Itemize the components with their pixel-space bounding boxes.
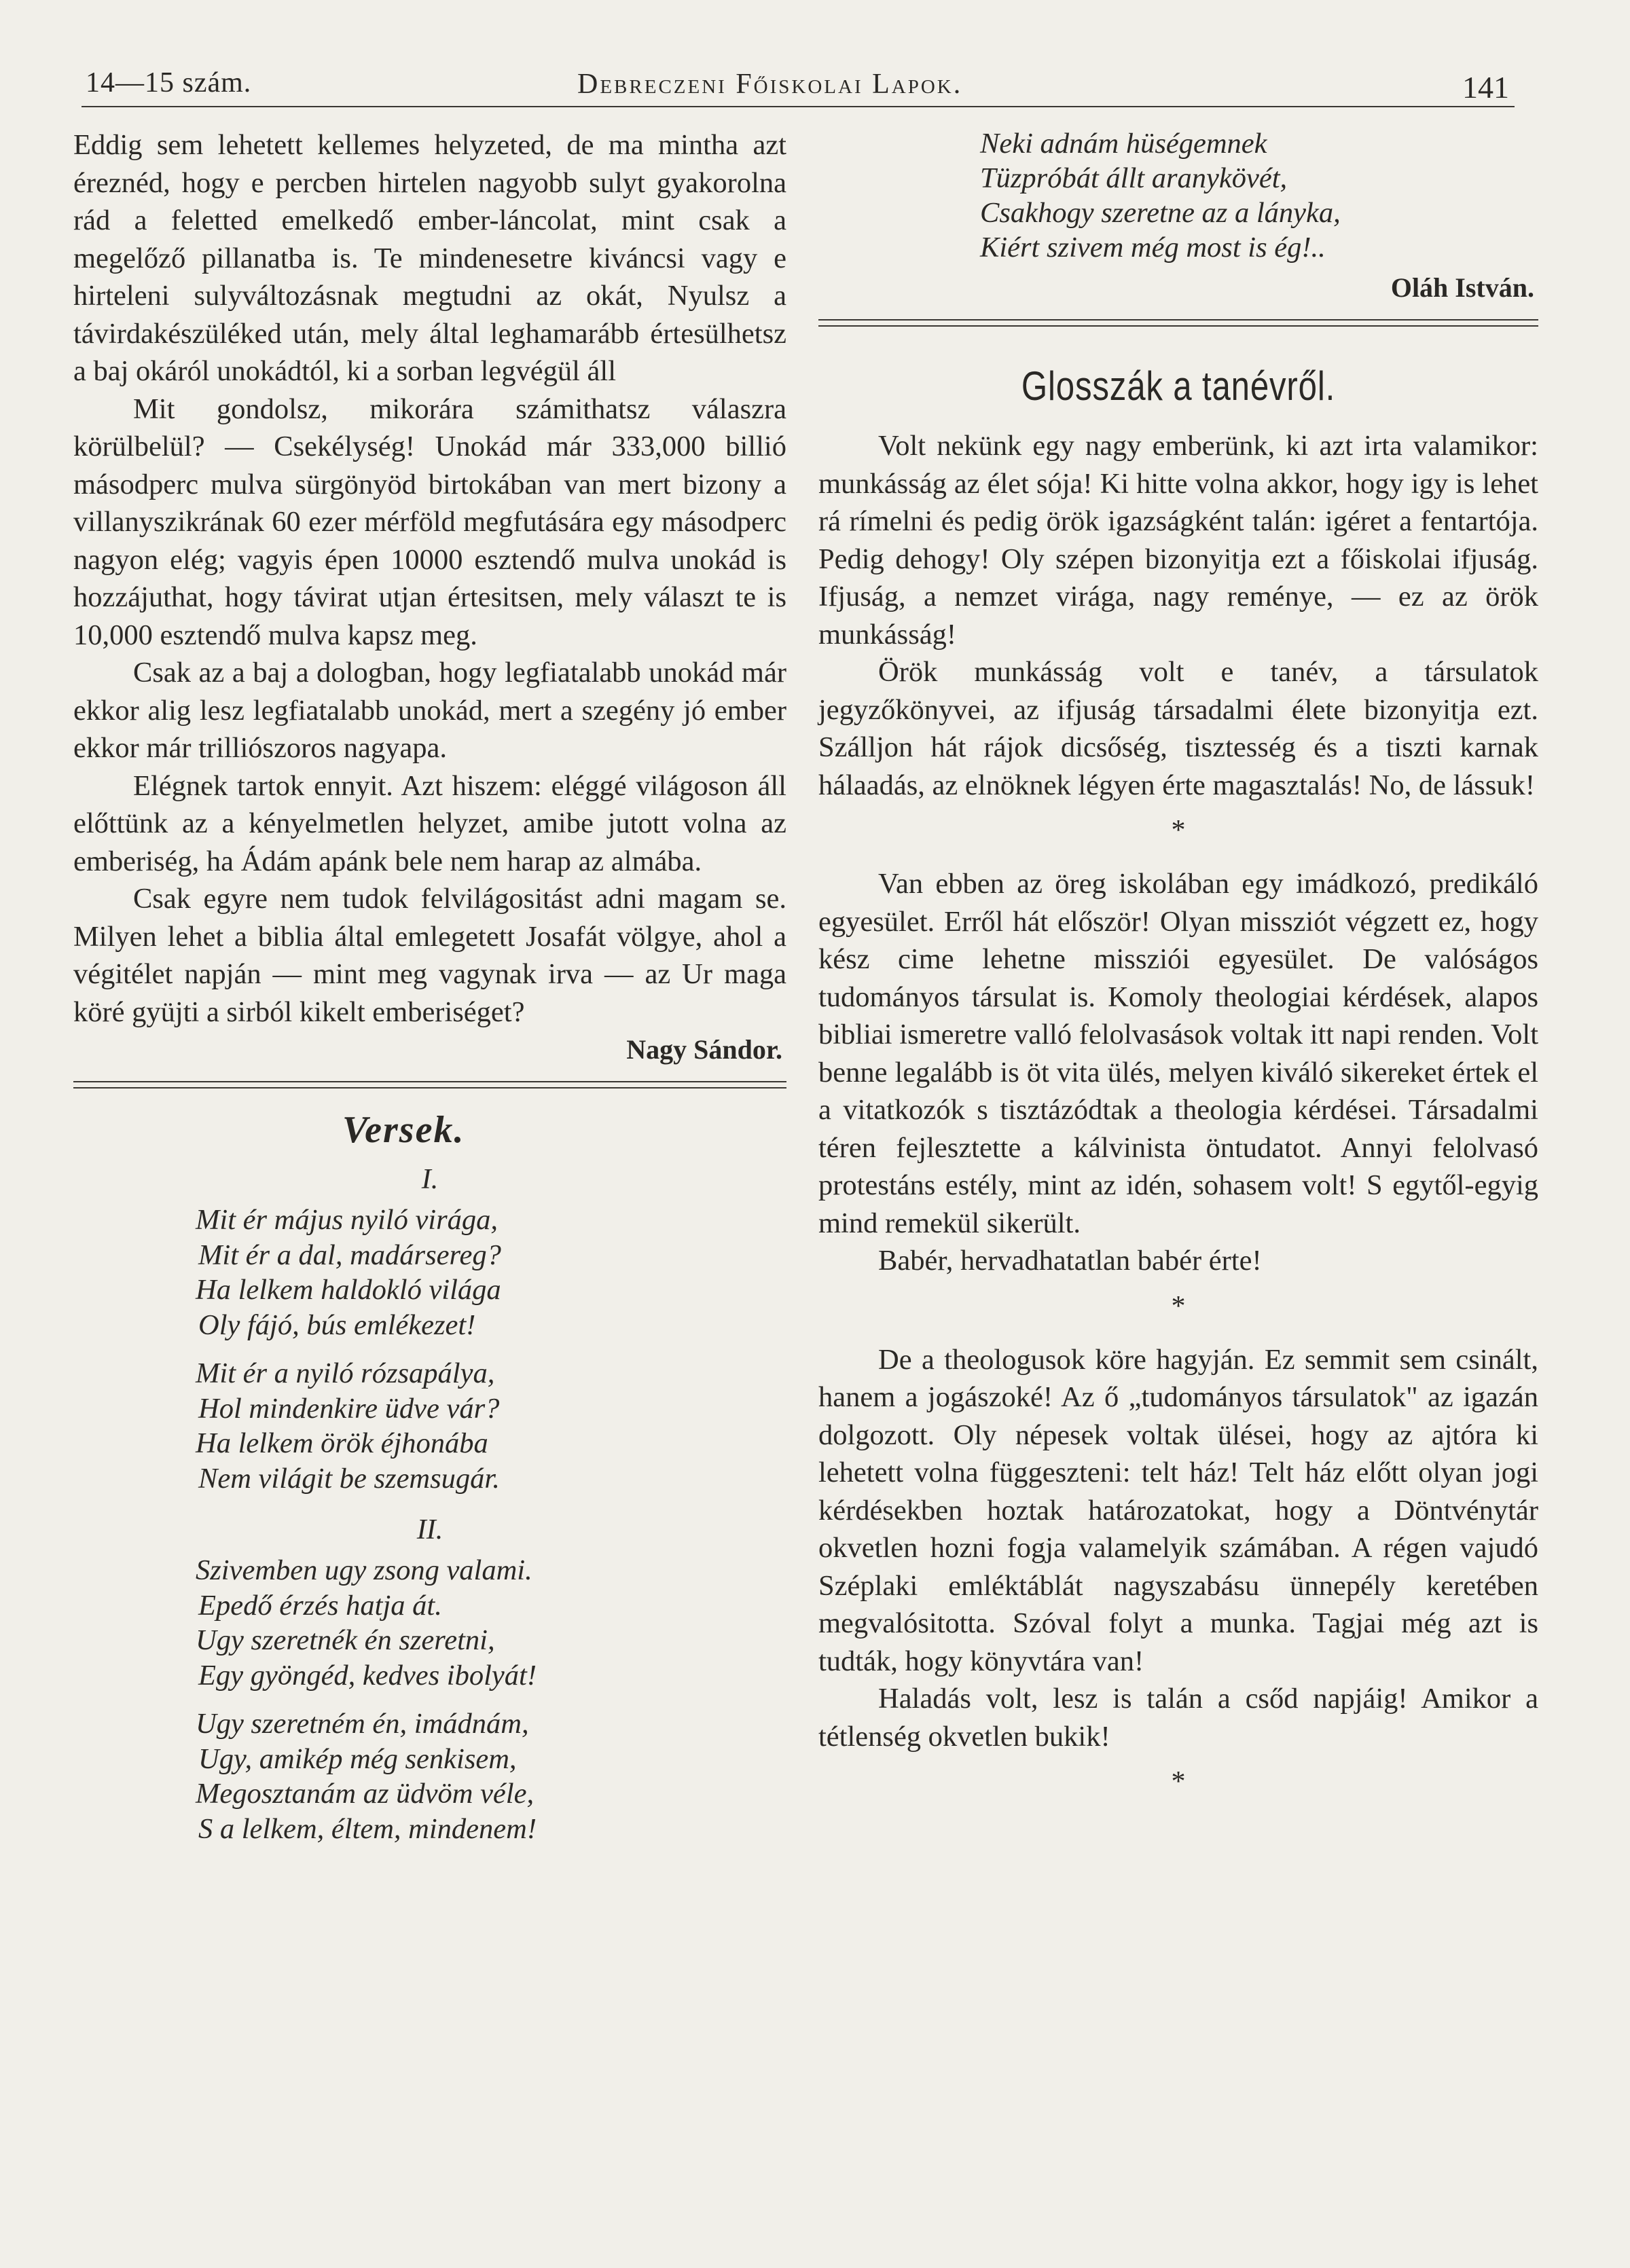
verse-line: Hol mindenkire üdve vár? (198, 1392, 500, 1425)
verse-line: S a lelkem, éltem, mindenem! (198, 1812, 537, 1845)
right-column (818, 126, 1538, 1816)
poem-number: I. (421, 1164, 439, 1195)
poem-stanza (196, 1356, 786, 1496)
paragraph: Volt nekünk egy nagy emberünk, ki azt irta valamikor: munkásság az élet sója! Ki hitte volna akkor, hogy igy is lehet rá rímelni és pedig örök igazságként talán: igéret a fentartója. Pedig dehogy! Oly szépen bizonyitja ezt a főiskolai ifjuság. Ifjuság, a nemzet virága, nagy reménye, — ez az örök munkásság! (818, 430, 1538, 651)
verse-line: Megosztanám az üdvöm véle, (196, 1778, 535, 1810)
paragraph: Haladás volt, lesz is talán a csőd napjáig! Amikor a tétlenség okvetlen bukik! (818, 1683, 1538, 1753)
paragraph: Babér, hervadhatatlan babér érte! (878, 1245, 1262, 1277)
poems-title: Versek. (342, 1109, 465, 1151)
verse-line: Kiért szivem még most is ég!.. (980, 232, 1326, 263)
verse-line: Oly fájó, bús emlékezet! (198, 1309, 476, 1341)
poem-stanza (196, 1553, 786, 1693)
verse-line: Epedő érzés hatja át. (198, 1589, 442, 1622)
verse-line: Nem világit be szemsugár. (198, 1462, 500, 1495)
poem-stanza (980, 126, 1538, 265)
poem-stanza (196, 1203, 786, 1342)
section-separator: * (1171, 815, 1186, 846)
journal-title: Debreczeni Főiskolai Lapok. (577, 69, 963, 100)
page-number: 141 (1462, 70, 1509, 105)
paragraph: Örök munkásság volt e tanév, a társulatok jegyzőkönyvei, az ifjuság társadalmi élete bizonyitja ezt. Szálljon hát rájok dicsőség, tisztesség és a tiszti karnak hálaadás, az elnöknek légyen érte magasztalás! No, de lássuk! (818, 656, 1538, 801)
paragraph: Csak az a baj a dologban, hogy legfiatalabb unokád már ekkor alig lesz legfiatalabb unokád, mert a szegény jó ember ekkor már trilliószoros nagyapa. (73, 657, 786, 764)
paragraph: Eddig sem lehetett kellemes helyzeted, de ma mintha azt éreznéd, hogy e percben hirtelen nagyobb sulyt gyakorolna rád a feletted emelkedő ember-láncolat, mint csak a megelőző pillanatba is. Te mindenesetre kiváncsi vagy e hirteleni sulyváltozásnak megtudni az okát, Nyulsz a távirdakészüléked után, mely által leghamarább értesülhetsz a baj okáról unokádtól, ki a sorban legvégül áll (73, 129, 786, 387)
verse-line: Szivemben ugy zsong valami. (196, 1554, 532, 1586)
verse-line: Csakhogy szeretne az a lányka, (980, 197, 1341, 229)
verse-line: Ha lelkem haldokló világa (196, 1274, 501, 1306)
issue-number: 14—15 szám. (86, 67, 252, 98)
poem-stanza (196, 1706, 786, 1846)
verse-line: Ha lelkem örök éjhonába (196, 1427, 488, 1459)
left-column (73, 126, 786, 1860)
paragraph: Elégnek tartok ennyit. Azt hiszem: eléggé világoson áll előttünk az a kényelmetlen helyzet, amibe jutott volna az emberiség, ha Ádám apánk bele nem harap az almába. (73, 769, 786, 877)
verse-line: Mit ér a dal, madársereg? (198, 1239, 501, 1271)
verse-line: Ugy szeretném én, imádnám, (196, 1708, 529, 1740)
verse-line: Egy gyöngéd, kedves ibolyát! (198, 1659, 537, 1691)
paragraph: Mit gondolsz, mikorára számithatsz válaszra körülbelül? — Csekélység! Unokád már 333,000 billió másodperc mulva sürgönyöd birtokában van mert bizony a villanyszikrának 60 ezer mérföld megfutására egy másodperc nagyon elég; vagyis épen 10000 esztendő mulva unokád is hozzájuthat, hogy távirat utjan értesitsen, mely választ te is 10,000 esztendő mulva kapsz meg. (73, 392, 786, 651)
verse-line: Tüzpróbát állt aranykövét, (980, 162, 1288, 194)
verse-line: Neki adnám hüségemnek (980, 128, 1267, 160)
verse-line: Ugy, amikép még senkisem, (198, 1742, 517, 1775)
section-divider (818, 319, 1538, 327)
page-header (82, 62, 1515, 110)
paragraph: Csak egyre nem tudok felvilágositást adni magam se. Milyen lehet a biblia által emlegetett Josafát völgye, ahol a végitélet napján — mint meg vagynak irva — az Ur maga köré gyüjti a sirból kikelt emberiséget? (73, 883, 786, 1028)
verse-line: Ugy szeretnék én szeretni, (196, 1624, 495, 1656)
verse-line: Mit ér a nyiló rózsapálya, (196, 1357, 495, 1389)
section-separator: * (1171, 1290, 1186, 1322)
author-signature: Nagy Sándor. (626, 1034, 782, 1065)
author-signature: Oláh István. (1390, 272, 1534, 303)
header-rule (82, 106, 1515, 107)
paragraph: De a theologusok köre hagyján. Ez semmit sem csinált, hanem a jogászoké! Az ő „tudományos társulatok" az igazán dolgozott. Oly népesek voltak ülései, hogy az ajtóra ki lehetett volna függeszteni: telt ház! Telt ház előtt olyan jogi kérdésekben hoztak határozatokat, hogy a Döntvénytár okvetlen hozni fogja valamelyik számában. A régen vajudó Széplaki emléktáblát nagyszabásu ünnepély keretében megvalósitotta. Szóval folyt a munka. Tagjai még azt is tudták, hogy könyvtára van! (818, 1343, 1538, 1677)
section-divider (73, 1081, 786, 1089)
paragraph: Van ebben az öreg iskolában egy imádkozó, predikáló egyesület. Erről hát először! Olyan missziót végzett ez, hogy kész cime lehetne missziói egyesület. De valóságos tudományos társulat is. Komoly theologiai kérdések, alapos bibliai ismeretre valló felolvasások voltak itt napi renden. Volt benne legalább is öt vita ülés, melyen kiváló sikereket értek el a vitatkozók s tisztázódtak a theologia kérdései. Társadalmi téren fejlesztette a kálvinista öntudatot. Annyi felolvasó protestáns estély, mint az idén, sohasem volt! S egytől-egyig mind remekül sikerült. (818, 868, 1538, 1239)
poem-number: II. (416, 1514, 443, 1545)
article-title: Glosszák a tanévről. (1021, 363, 1336, 409)
section-separator: * (1171, 1766, 1186, 1797)
verse-line: Mit ér május nyiló virága, (196, 1204, 499, 1236)
